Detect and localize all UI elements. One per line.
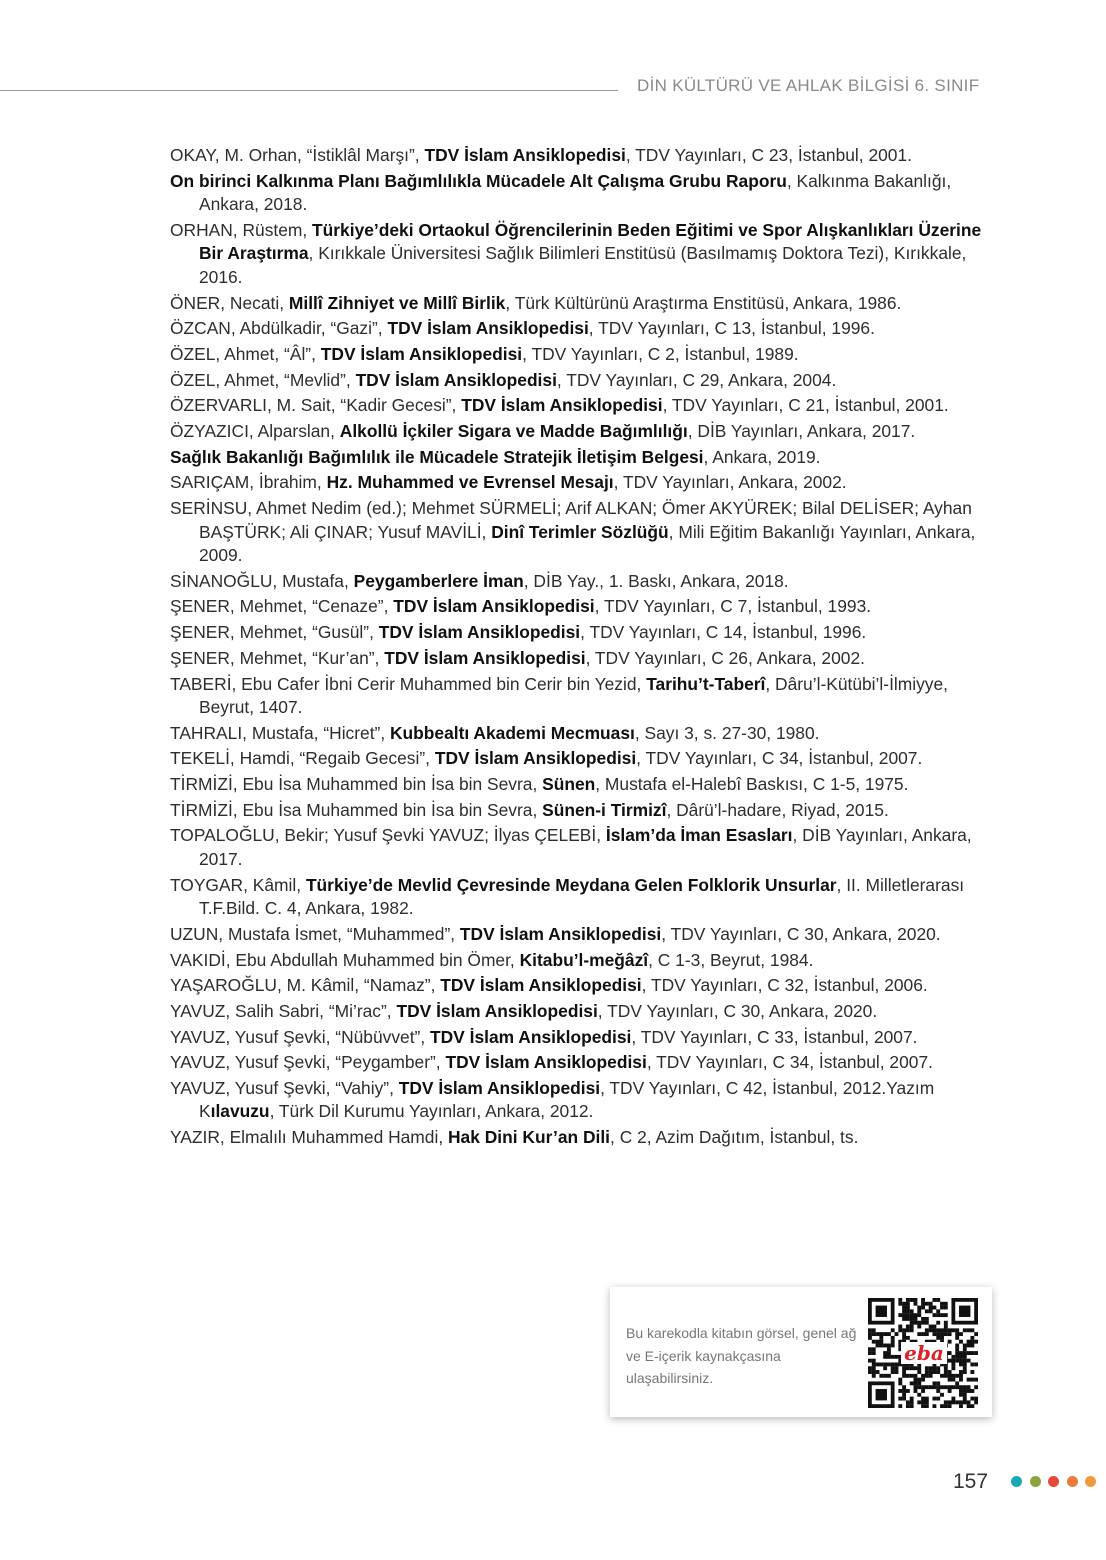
reference-text: YAVUZ, Salih Sabri, “Mi’rac”,: [170, 1000, 397, 1021]
reference-text: TEKELİ, Hamdi, “Regaib Gecesi”,: [170, 748, 435, 769]
reference-title: TDV İslam Ansiklopedisi: [378, 622, 581, 643]
reference-entry: [170, 595, 996, 619]
reference-text: , Kalkınma Bakanlığı, Ankara, 2018.: [199, 170, 952, 215]
reference-text: , TDV Yayınları, C 33, İstanbul, 2007.: [631, 1026, 918, 1047]
reference-text: TOPALOĞLU, Bekir; Yusuf Şevki YAVUZ; İlyas ÇELEBİ,: [170, 825, 606, 846]
reference-entry: [170, 747, 996, 771]
reference-entry: [170, 923, 996, 947]
reference-text: , Türk Kültürünü Araştırma Enstitüsü, Ankara, 1986.: [505, 292, 902, 313]
reference-text: TİRMİZİ, Ebu İsa Muhammed bin İsa bin Sevra,: [170, 799, 543, 820]
reference-text: YAVUZ, Yusuf Şevki, “Vahiy”,: [170, 1077, 399, 1098]
reference-title: Millî Zihniyet ve Millî Birlik: [288, 292, 506, 313]
reference-text: , TDV Yayınları, C 29, Ankara, 2004.: [556, 369, 837, 390]
reference-entry: [170, 874, 996, 921]
reference-title: Peygamberlere İman: [353, 570, 524, 591]
reference-title: TDV İslam Ansiklopedisi: [445, 1052, 647, 1073]
reference-entry: [170, 673, 996, 720]
reference-title: Türkiye’deki Ortaokul Öğrencilerinin Beden Eğitimi ve Spor Alışkanlıkları Üzerine Bir Araştırma: [199, 219, 982, 264]
reference-text: TOYGAR, Kâmil,: [170, 874, 306, 895]
reference-title: TDV İslam Ansiklopedisi: [434, 748, 637, 769]
reference-text: , C 1-3, Beyrut, 1984.: [648, 949, 814, 970]
reference-entry: [170, 446, 996, 470]
reference-text: TİRMİZİ, Ebu İsa Muhammed bin İsa bin Sevra,: [170, 774, 543, 795]
reference-entry: [170, 497, 996, 568]
reference-entry: [170, 144, 996, 168]
reference-entry: [170, 824, 996, 871]
reference-text: , TDV Yayınları, C 7, İstanbul, 1993.: [594, 596, 872, 617]
reference-text: , TDV Yayınları, C 23, İstanbul, 2001.: [625, 145, 912, 165]
reference-text: , TDV Yayınları, C 42, İstanbul, 2012.Yazım K: [199, 1077, 935, 1122]
reference-text: , C 2, Azim Dağıtım, İstanbul, ts.: [610, 1127, 859, 1148]
reference-title: İslam’da İman Esasları: [605, 825, 793, 846]
reference-text: YAŞAROĞLU, M. Kâmil, “Namaz”,: [170, 975, 441, 996]
header-rule: [0, 90, 618, 91]
reference-text: ŞENER, Mehmet, “Cenaze”,: [170, 596, 394, 617]
reference-text: , Mustafa el-Halebî Baskısı, C 1-5, 1975.: [595, 774, 909, 795]
reference-text: ŞENER, Mehmet, “Gusül”,: [170, 622, 379, 643]
reference-entry: [170, 621, 996, 645]
reference-title: TDV İslam Ansiklopedisi: [461, 395, 663, 416]
reference-entry: [170, 799, 996, 823]
reference-title: On birinci Kalkınma Planı Bağımlılıkla Mücadele Alt Çalışma Grubu Raporu: [170, 170, 787, 191]
reference-text: , TDV Yayınları, C 30, Ankara, 2020.: [661, 923, 941, 944]
reference-title: Hak Dini Kur’an Dili: [448, 1127, 611, 1148]
reference-text: , TDV Yayınları, Ankara, 2002.: [613, 472, 847, 493]
reference-text: , TDV Yayınları, C 14, İstanbul, 1996.: [580, 622, 867, 643]
eba-logo: eba: [904, 1341, 944, 1365]
reference-entry: [170, 1051, 996, 1075]
reference-title: Sağlık Bakanlığı Bağımlılık ile Mücadele Stratejik İletişim Belgesi: [170, 446, 704, 467]
reference-text: OKAY, M. Orhan, “İstiklâl Marşı”,: [170, 145, 425, 165]
reference-entry: [170, 570, 996, 594]
reference-title: TDV İslam Ansiklopedisi: [396, 1000, 598, 1021]
reference-title: TDV İslam Ansiklopedisi: [424, 145, 626, 165]
reference-title: Dinî Terimler Sözlüğü: [491, 521, 669, 542]
reference-text: YAVUZ, Yusuf Şevki, “Nübüvvet”,: [170, 1026, 430, 1047]
reference-text: , DİB Yayınları, Ankara, 2017.: [199, 825, 972, 869]
reference-title: Kubbealtı Akademi Mecmuası: [390, 722, 635, 743]
reference-title: Sünen: [542, 774, 596, 795]
reference-text: , TDV Yayınları, C 34, İstanbul, 2007.: [646, 1052, 933, 1073]
reference-text: , TDV Yayınları, C 32, İstanbul, 2006.: [641, 975, 928, 996]
reference-title: TDV İslam Ansiklopedisi: [384, 647, 586, 668]
reference-text: , TDV Yayınları, C 13, İstanbul, 1996.: [588, 318, 875, 339]
reference-entry: [170, 471, 996, 495]
qr-code[interactable]: [868, 1298, 978, 1408]
reference-text: ÖZEL, Ahmet, “Âl”,: [170, 343, 321, 364]
qr-description: Bu karekodla kitabın görsel, genel ağ ve E-içerik kaynakçasına ulaşabilirsiniz.: [626, 1325, 857, 1386]
reference-title: TDV İslam Ansiklopedisi: [440, 975, 642, 996]
header-title: DİN KÜLTÜRÜ VE AHLAK BİLGİSİ 6. SINIF: [637, 76, 980, 95]
reference-text: , Sayı 3, s. 27-30, 1980.: [634, 722, 820, 743]
decorative-dots: [1011, 1476, 1104, 1488]
reference-text: ÖZERVARLI, M. Sait, “Kadir Gecesi”,: [170, 395, 462, 416]
reference-text: , DİB Yayınları, Ankara, 2017.: [687, 421, 916, 441]
reference-entry: [170, 647, 996, 671]
reference-text: , TDV Yayınları, C 34, İstanbul, 2007.: [636, 748, 923, 769]
reference-entry: [170, 420, 996, 444]
qr-card: [610, 1287, 992, 1417]
reference-text: ÖZCAN, Abdülkadir, “Gazi”,: [170, 318, 388, 339]
reference-text: TABERİ, Ebu Cafer İbni Cerir Muhammed bin Cerir bin Yezid,: [170, 673, 647, 694]
reference-list: [170, 144, 996, 1152]
reference-text: SERİNSU, Ahmet Nedim (ed.); Mehmet SÜRMELİ; Arif ALKAN; Ömer AKYÜREK; Bilal DELİSER; Ayhan BAŞTÜRK; Ali ÇINAR; Yusuf MAVİLİ,: [170, 498, 972, 542]
reference-title: Türkiye’de Mevlid Çevresinde Meydana Gelen Folklorik Unsurlar: [305, 874, 837, 895]
reference-text: YAVUZ, Yusuf Şevki, “Peygamber”,: [170, 1052, 446, 1073]
reference-title: Kitabu’l-meğâzî: [519, 949, 649, 970]
reference-entry: [170, 722, 996, 746]
reference-entry: [170, 974, 996, 998]
reference-entry: [170, 1077, 996, 1124]
reference-text: UZUN, Mustafa İsmet, “Muhammed”,: [170, 923, 460, 944]
reference-text: YAZIR, Elmalılı Muhammed Hamdi,: [170, 1127, 448, 1148]
reference-text: , Mili Eğitim Bakanlığı Yayınları, Ankara, 2009.: [199, 521, 976, 566]
reference-entry: [170, 773, 996, 797]
reference-entry: [170, 343, 996, 367]
reference-entry: [170, 1026, 996, 1050]
reference-entry: [170, 369, 996, 393]
decorative-dot: [1085, 1476, 1096, 1487]
reference-entry: [170, 170, 996, 217]
reference-text: ÖZYAZICI, Alparslan,: [170, 421, 340, 441]
reference-entry: [170, 317, 996, 341]
reference-entry: [170, 949, 996, 973]
reference-text: , TDV Yayınları, C 2, İstanbul, 1989.: [522, 343, 799, 364]
reference-title: TDV İslam Ansiklopedisi: [459, 923, 662, 944]
reference-text: SARIÇAM, İbrahim,: [170, 472, 327, 493]
reference-text: , TDV Yayınları, C 21, İstanbul, 2001.: [662, 395, 949, 416]
reference-entry: [170, 219, 996, 290]
reference-title: ılavuzu: [210, 1101, 270, 1122]
decorative-dot: [1030, 1476, 1041, 1487]
reference-text: SİNANOĞLU, Mustafa,: [170, 570, 354, 591]
reference-text: ŞENER, Mehmet, “Kur’an”,: [170, 647, 385, 668]
reference-entry: [170, 292, 996, 316]
reference-text: , Kırıkkale Üniversitesi Sağlık Bilimleri Enstitüsü (Basılmamış Doktora Tezi), Kırıkkale, 2016.: [199, 243, 967, 287]
reference-text: , Ankara, 2019.: [703, 446, 821, 467]
reference-title: Alkollü İçkiler Sigara ve Madde Bağımlılığı: [339, 421, 688, 441]
reference-text: TAHRALI, Mustafa, “Hicret”,: [170, 722, 390, 743]
decorative-dot: [1048, 1476, 1059, 1487]
reference-text: ÖZEL, Ahmet, “Mevlid”,: [170, 369, 356, 390]
decorative-dot: [1067, 1476, 1078, 1487]
reference-text: ÖNER, Necati,: [170, 292, 289, 313]
reference-title: Tarihu’t-Taberî: [646, 673, 766, 694]
reference-title: TDV İslam Ansiklopedisi: [320, 343, 523, 364]
reference-text: , Dâru’l-Kütübi’l-İlmiyye, Beyrut, 1407.: [199, 673, 949, 717]
reference-entry: [170, 1126, 996, 1150]
reference-title: TDV İslam Ansiklopedisi: [393, 596, 595, 617]
reference-entry: [170, 394, 996, 418]
reference-text: , Dârü’l-hadare, Riyad, 2015.: [666, 799, 889, 820]
reference-title: Sünen-i Tirmizî: [542, 799, 667, 820]
reference-title: Hz. Muhammed ve Evrensel Mesajı: [326, 472, 614, 493]
reference-title: TDV İslam Ansiklopedisi: [398, 1077, 601, 1098]
reference-text: , DİB Yay., 1. Baskı, Ankara, 2018.: [523, 570, 789, 591]
reference-text: , TDV Yayınları, C 30, Ankara, 2020.: [597, 1000, 878, 1021]
reference-title: TDV İslam Ansiklopedisi: [430, 1026, 632, 1047]
reference-text: VAKIDİ, Ebu Abdullah Muhammed bin Ömer,: [170, 949, 520, 970]
reference-text: , Türk Dil Kurumu Yayınları, Ankara, 2012.: [269, 1101, 594, 1122]
decorative-dot: [1011, 1476, 1022, 1487]
page-number: 157: [953, 1470, 989, 1493]
reference-title: TDV İslam Ansiklopedisi: [387, 318, 589, 339]
reference-text: ORHAN, Rüstem,: [170, 219, 313, 240]
reference-text: , II. Milletlerarası T.F.Bild. C. 4, Ankara, 1982.: [199, 874, 965, 919]
reference-entry: [170, 1000, 996, 1024]
reference-title: TDV İslam Ansiklopedisi: [355, 369, 557, 390]
reference-text: , TDV Yayınları, C 26, Ankara, 2002.: [585, 647, 865, 668]
